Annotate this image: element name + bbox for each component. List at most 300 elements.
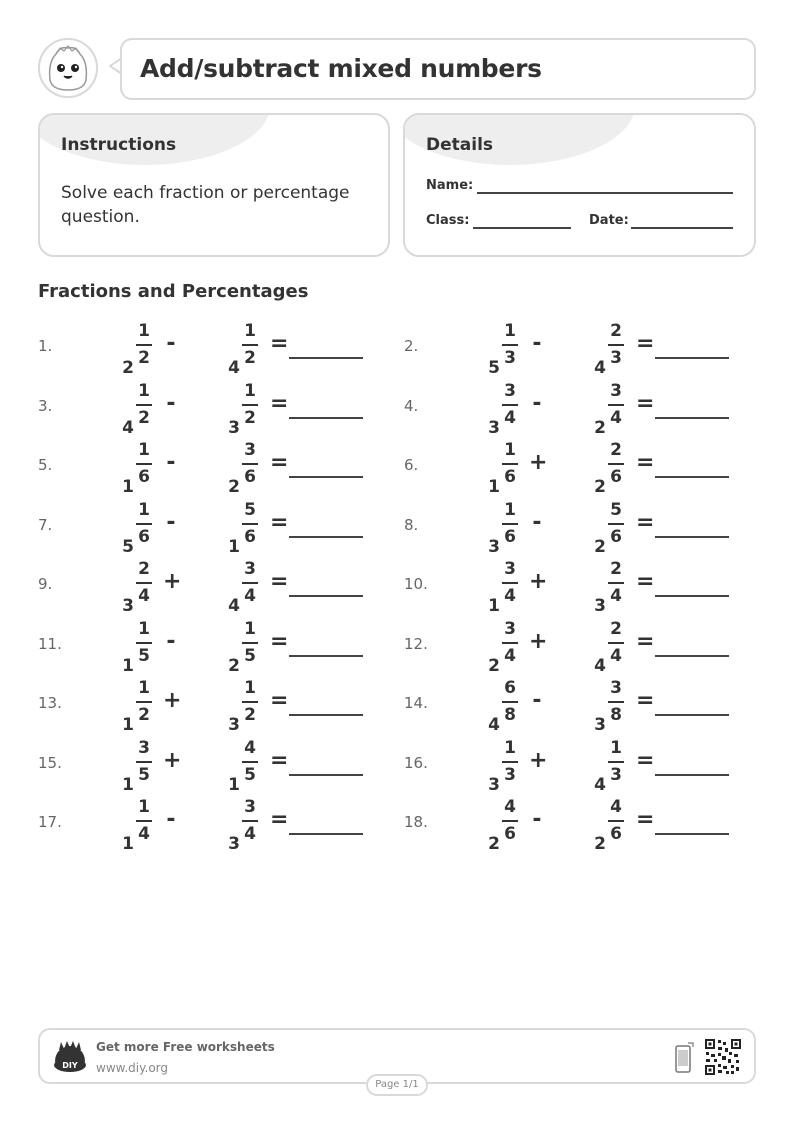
answer-blank[interactable] [289, 655, 363, 657]
instructions-panel [38, 113, 390, 257]
denominator: 2 [138, 407, 150, 428]
whole-part: 1 [122, 715, 134, 735]
fraction [136, 440, 152, 487]
equals-sign: = [270, 688, 289, 713]
fraction-bar [502, 701, 518, 703]
question-number: 6. [404, 456, 419, 474]
operator: + [163, 747, 182, 773]
operator: - [532, 331, 542, 356]
numerator: 3 [244, 559, 256, 579]
whole-part: 3 [594, 596, 606, 616]
fraction-bar [608, 523, 624, 525]
operator: - [532, 688, 542, 713]
mixed-number [122, 797, 162, 853]
denominator: 6 [610, 467, 622, 487]
denominator: 4 [244, 824, 256, 844]
mixed-number [488, 619, 528, 675]
mixed-number [228, 678, 268, 734]
answer-blank[interactable] [289, 536, 363, 538]
whole-part: 1 [122, 477, 134, 497]
question-number: 4. [404, 396, 419, 415]
numerator: 2 [610, 321, 622, 341]
whole-part: 4 [228, 596, 240, 616]
mixed-number [594, 500, 634, 556]
mixed-number [488, 738, 528, 794]
numerator: 5 [244, 499, 256, 520]
fraction-bar [136, 820, 152, 822]
fraction [608, 678, 624, 725]
mixed-number [122, 678, 162, 734]
fraction [136, 678, 152, 725]
whole-part: 4 [122, 417, 134, 438]
footer-url[interactable]: www.diy.org [96, 1061, 168, 1075]
fraction-bar [502, 820, 518, 822]
denominator: 6 [504, 824, 516, 844]
answer-blank[interactable] [655, 833, 729, 835]
numerator: 2 [610, 440, 622, 460]
mixed-number [228, 500, 268, 556]
operator: - [166, 628, 176, 654]
question-number: 16. [404, 753, 428, 772]
whole-part: 1 [228, 536, 240, 557]
equals-sign: = [636, 747, 655, 773]
question-number: 12. [404, 634, 428, 653]
title-box [120, 38, 756, 100]
equals-sign: = [270, 331, 289, 356]
fraction-bar [136, 642, 152, 644]
answer-blank[interactable] [655, 476, 729, 478]
mixed-number [594, 738, 634, 794]
denominator: 3 [504, 348, 516, 368]
denominator: 6 [138, 526, 150, 547]
denominator: 4 [504, 407, 516, 428]
numerator: 2 [610, 618, 622, 639]
fraction [242, 500, 258, 547]
fraction-bar [502, 761, 518, 763]
fraction [242, 381, 258, 428]
operator: - [532, 509, 542, 535]
whole-part: 4 [488, 715, 500, 735]
fraction [136, 500, 152, 547]
fraction-bar [608, 642, 624, 644]
denominator: 4 [138, 824, 150, 844]
whole-part: 1 [122, 834, 134, 854]
mixed-number [488, 440, 528, 496]
fraction-bar [242, 820, 258, 822]
mixed-number [228, 381, 268, 437]
mixed-number [122, 619, 162, 675]
fraction [502, 678, 518, 725]
question-number: 5. [38, 456, 53, 474]
numerator: 3 [244, 797, 256, 817]
equals-sign: = [270, 747, 289, 773]
fraction-bar [502, 642, 518, 644]
fraction-bar [502, 344, 518, 346]
denominator: 2 [244, 705, 256, 725]
mixed-number [594, 678, 634, 734]
numerator: 3 [138, 737, 150, 758]
page-title: Add/subtract mixed numbers [140, 54, 542, 83]
answer-blank[interactable] [655, 536, 729, 538]
whole-part: 2 [228, 477, 240, 497]
equals-sign: = [270, 390, 289, 416]
fraction-bar [502, 582, 518, 584]
numerator: 1 [138, 440, 150, 460]
question-number: 9. [38, 575, 53, 593]
fraction [502, 738, 518, 785]
fraction-bar [242, 523, 258, 525]
mixed-number [228, 619, 268, 675]
question-number: 18. [404, 813, 428, 831]
denominator: 2 [244, 407, 256, 428]
denominator: 4 [610, 407, 622, 428]
mixed-number [122, 738, 162, 794]
fraction [608, 797, 624, 844]
whole-part: 5 [122, 536, 134, 557]
fraction [502, 797, 518, 844]
mixed-number [122, 321, 162, 377]
denominator: 5 [138, 764, 150, 785]
fraction [608, 738, 624, 785]
numerator: 1 [138, 797, 150, 817]
denominator: 5 [244, 645, 256, 666]
fraction-bar [136, 463, 152, 465]
fraction [242, 619, 258, 666]
operator: - [166, 807, 176, 832]
operator: + [163, 569, 182, 594]
operator: + [529, 450, 548, 475]
numerator: 1 [244, 380, 256, 401]
mixed-number [594, 381, 634, 437]
fraction-bar [242, 701, 258, 703]
fraction [242, 559, 258, 606]
whole-part: 1 [488, 596, 500, 616]
whole-part: 2 [594, 536, 606, 557]
answer-blank[interactable] [289, 595, 363, 597]
answer-blank[interactable] [655, 655, 729, 657]
operator: + [163, 688, 182, 713]
fraction [608, 440, 624, 487]
fraction [242, 321, 258, 368]
equals-sign: = [270, 569, 289, 594]
denominator: 6 [244, 467, 256, 487]
numerator: 3 [610, 678, 622, 698]
question-number: 7. [38, 515, 53, 534]
whole-part: 2 [122, 358, 134, 378]
fraction-bar [608, 344, 624, 346]
whole-part: 2 [488, 834, 500, 854]
numerator: 4 [610, 797, 622, 817]
question-number: 14. [404, 694, 428, 712]
fraction [502, 381, 518, 428]
numerator: 3 [610, 380, 622, 401]
mixed-number [594, 559, 634, 615]
operator: + [529, 628, 548, 654]
equals-sign: = [270, 450, 289, 475]
question-number: 1. [38, 337, 53, 355]
qr-code-icon [704, 1038, 742, 1076]
denominator: 4 [138, 586, 150, 606]
mixed-number [122, 500, 162, 556]
equals-sign: = [636, 509, 655, 535]
denominator: 6 [504, 526, 516, 547]
fraction-bar [502, 404, 518, 406]
name-label: Name: [426, 178, 474, 193]
fraction-bar [136, 344, 152, 346]
equals-sign: = [270, 509, 289, 535]
class-label: Class: [426, 213, 470, 228]
fraction-bar [608, 820, 624, 822]
numerator: 1 [610, 737, 622, 758]
denominator: 8 [610, 705, 622, 725]
question-number: 10. [404, 575, 428, 593]
mixed-number [122, 559, 162, 615]
fraction-bar [242, 404, 258, 406]
question-number: 2. [404, 337, 419, 355]
mascot-icon [40, 40, 96, 96]
operator: - [532, 390, 542, 416]
numerator: 3 [504, 380, 516, 401]
equals-sign: = [636, 450, 655, 475]
fraction [242, 440, 258, 487]
answer-blank[interactable] [289, 417, 363, 419]
fraction-bar [136, 761, 152, 763]
whole-part: 3 [488, 417, 500, 438]
denominator: 6 [504, 467, 516, 487]
numerator: 1 [244, 678, 256, 698]
denominator: 4 [244, 586, 256, 606]
fraction [608, 619, 624, 666]
fraction-bar [608, 761, 624, 763]
numerator: 1 [244, 618, 256, 639]
denominator: 4 [504, 586, 516, 606]
fraction [242, 738, 258, 785]
whole-part: 1 [122, 774, 134, 795]
mixed-number [122, 381, 162, 437]
denominator: 4 [610, 586, 622, 606]
numerator: 6 [504, 678, 516, 698]
numerator: 1 [504, 499, 516, 520]
operator: + [529, 747, 548, 773]
fraction [502, 559, 518, 606]
fraction-bar [242, 642, 258, 644]
mascot-avatar [38, 38, 98, 98]
equals-sign: = [270, 628, 289, 654]
whole-part: 3 [228, 417, 240, 438]
answer-blank[interactable] [289, 833, 363, 835]
denominator: 5 [138, 645, 150, 666]
numerator: 1 [504, 321, 516, 341]
numerator: 4 [244, 737, 256, 758]
denominator: 2 [244, 348, 256, 368]
fraction [242, 678, 258, 725]
whole-part: 4 [228, 358, 240, 378]
numerator: 2 [138, 559, 150, 579]
fraction [136, 738, 152, 785]
logo-text: DIY [62, 1061, 78, 1070]
question-number: 15. [38, 753, 62, 772]
whole-part: 4 [594, 655, 606, 676]
numerator: 3 [504, 559, 516, 579]
fraction [136, 321, 152, 368]
operator: - [166, 450, 176, 475]
whole-part: 3 [594, 715, 606, 735]
answer-blank[interactable] [289, 357, 363, 359]
whole-part: 3 [228, 715, 240, 735]
denominator: 4 [610, 645, 622, 666]
numerator: 1 [138, 618, 150, 639]
denominator: 2 [138, 705, 150, 725]
fraction-bar [502, 523, 518, 525]
denominator: 4 [504, 645, 516, 666]
fraction [608, 321, 624, 368]
answer-blank[interactable] [289, 476, 363, 478]
fraction-bar [136, 582, 152, 584]
answer-blank[interactable] [655, 595, 729, 597]
diy-logo-icon [52, 1040, 88, 1074]
fraction [502, 619, 518, 666]
numerator: 1 [504, 440, 516, 460]
date-label: Date: [589, 213, 629, 228]
fraction [242, 797, 258, 844]
operator: - [166, 509, 176, 535]
numerator: 4 [504, 797, 516, 817]
answer-blank[interactable] [655, 417, 729, 419]
mixed-number [488, 381, 528, 437]
answer-blank[interactable] [655, 357, 729, 359]
operator: + [529, 569, 548, 594]
mixed-number [594, 619, 634, 675]
page-indicator: Page 1/1 [366, 1074, 428, 1096]
whole-part: 3 [122, 596, 134, 616]
whole-part: 1 [488, 477, 500, 497]
equals-sign: = [270, 807, 289, 832]
footer-promo: Get more Free worksheets [96, 1040, 275, 1054]
whole-part: 3 [488, 536, 500, 557]
whole-part: 2 [228, 655, 240, 676]
fraction [502, 321, 518, 368]
mixed-number [594, 797, 634, 853]
mixed-number [228, 559, 268, 615]
whole-part: 4 [594, 774, 606, 795]
fraction [608, 559, 624, 606]
mixed-number [228, 321, 268, 377]
whole-part: 3 [488, 774, 500, 795]
equals-sign: = [636, 331, 655, 356]
operator: - [532, 807, 542, 832]
equals-sign: = [636, 628, 655, 654]
equals-sign: = [636, 688, 655, 713]
mixed-number [594, 440, 634, 496]
numerator: 1 [504, 737, 516, 758]
denominator: 6 [610, 824, 622, 844]
mixed-number [122, 440, 162, 496]
denominator: 8 [504, 705, 516, 725]
numerator: 3 [504, 618, 516, 639]
question-number: 11. [38, 634, 62, 653]
denominator: 6 [244, 526, 256, 547]
fraction [136, 381, 152, 428]
fraction-bar [136, 523, 152, 525]
equals-sign: = [636, 569, 655, 594]
fraction-bar [608, 582, 624, 584]
fraction-bar [136, 701, 152, 703]
whole-part: 3 [228, 834, 240, 854]
fraction [136, 797, 152, 844]
numerator: 1 [244, 321, 256, 341]
numerator: 5 [610, 499, 622, 520]
answer-blank[interactable] [655, 774, 729, 776]
fraction [136, 559, 152, 606]
denominator: 2 [138, 348, 150, 368]
mixed-number [228, 738, 268, 794]
fraction [608, 381, 624, 428]
fraction-bar [608, 404, 624, 406]
whole-part: 1 [122, 655, 134, 676]
mixed-number [228, 440, 268, 496]
mixed-number [488, 500, 528, 556]
answer-blank[interactable] [655, 714, 729, 716]
fraction-bar [242, 582, 258, 584]
fraction-bar [242, 761, 258, 763]
answer-blank[interactable] [289, 714, 363, 716]
denominator: 3 [610, 764, 622, 785]
details-heading: Details [426, 135, 494, 155]
numerator: 1 [138, 499, 150, 520]
mixed-number [488, 678, 528, 734]
whole-part: 2 [594, 834, 606, 854]
operator: - [166, 390, 176, 416]
fraction [502, 440, 518, 487]
date-field[interactable] [631, 227, 733, 229]
answer-blank[interactable] [289, 774, 363, 776]
whole-part: 2 [594, 417, 606, 438]
denominator: 6 [610, 526, 622, 547]
instructions-text: Solve each fraction or percentage question. [61, 183, 350, 227]
whole-part: 1 [228, 774, 240, 795]
fraction-bar [608, 463, 624, 465]
mixed-number [488, 797, 528, 853]
numerator: 1 [138, 380, 150, 401]
whole-part: 4 [594, 358, 606, 378]
details-panel [403, 113, 756, 257]
fraction [136, 619, 152, 666]
denominator: 3 [610, 348, 622, 368]
phone-icon [674, 1042, 694, 1074]
numerator: 2 [610, 559, 622, 579]
whole-part: 2 [488, 655, 500, 676]
operator: - [166, 331, 176, 356]
fraction-bar [242, 463, 258, 465]
name-field[interactable] [477, 192, 733, 194]
mixed-number [488, 559, 528, 615]
question-number: 3. [38, 396, 53, 415]
fraction-bar [136, 404, 152, 406]
numerator: 3 [244, 440, 256, 460]
fraction-bar [242, 344, 258, 346]
whole-part: 5 [488, 358, 500, 378]
question-number: 13. [38, 694, 62, 712]
equals-sign: = [636, 390, 655, 416]
fraction [608, 500, 624, 547]
fraction-bar [502, 463, 518, 465]
class-field[interactable] [473, 227, 571, 229]
denominator: 5 [244, 764, 256, 785]
section-title: Fractions and Percentages [38, 281, 309, 302]
question-number: 8. [404, 515, 419, 534]
instructions-heading: Instructions [61, 135, 177, 155]
fraction [502, 500, 518, 547]
